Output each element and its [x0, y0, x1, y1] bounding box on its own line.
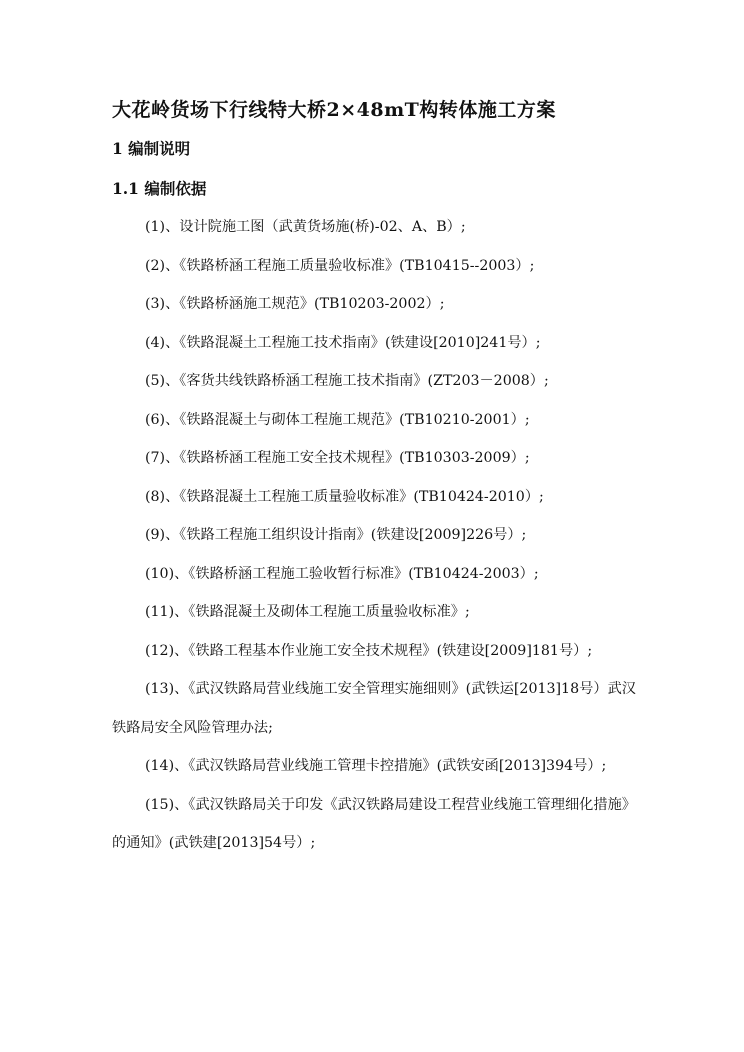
reference-item: (5)、《客货共线铁路桥涵工程施工技术指南》(ZT203－2008）; — [145, 373, 549, 389]
reference-item: (13)、《武汉铁路局营业线施工安全管理实施细则》(武铁运[2013]18号）武汉铁路局安全风险管理办法; — [112, 681, 636, 736]
reference-list — [112, 208, 636, 863]
section-heading-1: 1 编制说明 — [112, 139, 191, 158]
reference-item: (6)、《铁路混凝土与砌体工程施工规范》(TB10210-2001）; — [145, 411, 530, 428]
reference-item: (7)、《铁路桥涵工程施工安全技术规程》(TB10303-2009）; — [145, 450, 530, 466]
reference-item: (14)、《武汉铁路局营业线施工管理卡控措施》(武铁安函[2013]394号）; — [145, 758, 607, 774]
reference-item: (11)、《铁路混凝土及砌体工程施工质量验收标准》; — [145, 604, 470, 620]
reference-item: (3)、《铁路桥涵施工规范》(TB10203-2002）; — [145, 296, 445, 312]
reference-item: (2)、《铁路桥涵工程施工质量验收标准》(TB10415--2003）; — [145, 257, 535, 274]
section-heading-1-1: 1.1 编制依据 — [112, 179, 207, 198]
reference-item: (12)、《铁路工程基本作业施工安全技术规程》(铁建设[2009]181号）; — [145, 642, 593, 659]
reference-item: (10)、《铁路桥涵工程施工验收暂行标准》(TB10424-2003）; — [145, 565, 539, 582]
reference-item: (15)、《武汉铁路局关于印发《武汉铁路局建设工程营业线施工管理细化措施》的通知》(武铁建[2013]54号）; — [112, 796, 636, 851]
reference-item: (8)、《铁路混凝土工程施工质量验收标准》(TB10424-2010）; — [145, 488, 544, 505]
reference-item: (9)、《铁路工程施工组织设计指南》(铁建设[2009]226号）; — [145, 527, 527, 543]
document-title: 大花岭货场下行线特大桥2×48mT构转体施工方案 — [112, 99, 556, 121]
reference-item: (4)、《铁路混凝土工程施工技术指南》(铁建设[2010]241号）; — [145, 334, 541, 351]
reference-item: (1)、设计院施工图（武黄货场施(桥)-02、A、B）; — [145, 219, 466, 235]
